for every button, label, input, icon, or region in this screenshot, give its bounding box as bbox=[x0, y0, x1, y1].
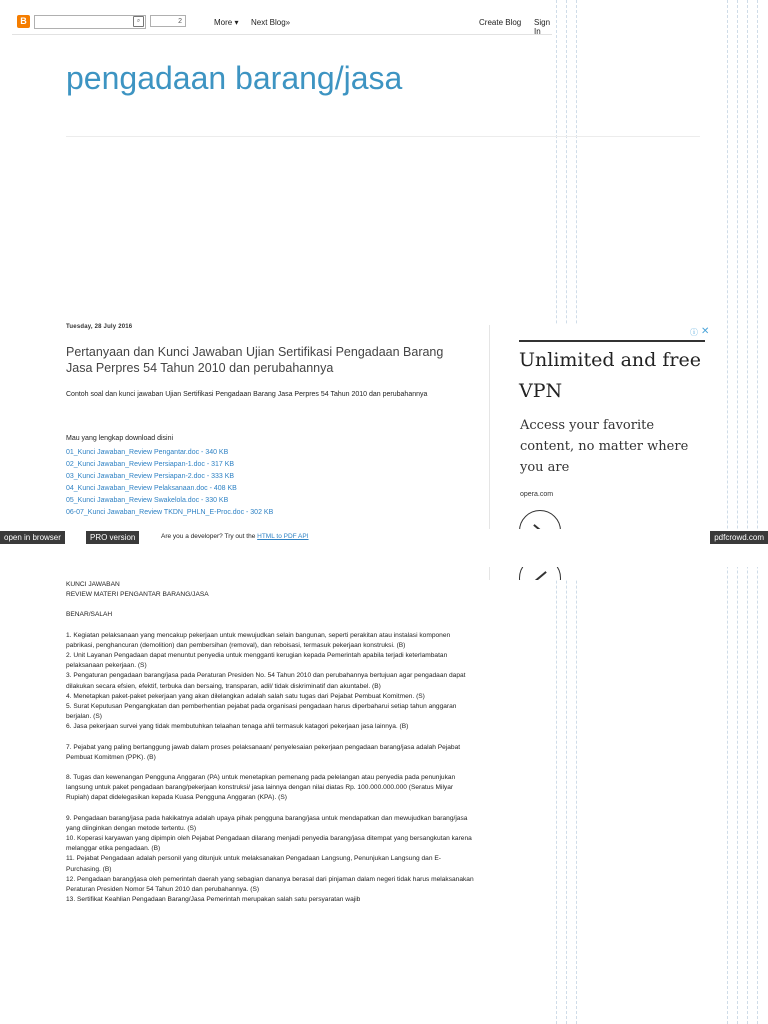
question-block: 9. Pengadaan barang/jasa pada hakikatnya adalah upaya pihak pengguna barang/jasa untuk mendapatkan dan mewujudkan barang/jasa yang diinginkan dengan metode tertentu. (S) 10. Koperasi karyawan yang dipimpin oleh Pejabat Pengadaan dilarang menjadi penyedia barang/jasa ditempat yang bersangkutan karena melanggar etika pengadaan. (B) 11. Pejabat Pengadaan adalah personil yang ditunjuk untuk melaksanakan Pengadaan Langsung, Penunjukan Langsung dan E-Purchasing. (B) 12. Pengadaan barang/jasa oleh pemerintah daerah yang sebagian dananya berasal dari pinjaman dalam negeri tidak harus melaksanakan Peraturan Presiden Nomor 54 Tahun 2010 dan perubahannya. (S) 13. Sertifikat Keahlian Pengadaan Barang/Jasa Pemerintah merupakan salah satu persyaratan wajib bbox=[66, 814, 474, 904]
review-heading: REVIEW MATERI PENGANTAR BARANG/JASA bbox=[66, 591, 209, 599]
download-list bbox=[66, 447, 273, 519]
developer-promo bbox=[161, 533, 309, 540]
header-divider bbox=[66, 136, 700, 137]
download-link[interactable]: 05_Kunci Jawaban_Review Swakelola.doc - 330 KB bbox=[66, 497, 229, 504]
ad-body: Access your favorite content, no matter where you are bbox=[520, 418, 689, 475]
question-block: 7. Pejabat yang paling bertanggung jawab dalam proses pelaksanaan/ penyelesaian pekerjaan pengadaan barang/jasa adalah Pejabat Pembuat Komitmen (PPK). (B) bbox=[66, 743, 461, 761]
ad-title[interactable]: Unlimited and free VPN bbox=[519, 349, 701, 402]
download-link[interactable]: 03_Kunci Jawaban_Review Persiapan-2.doc - 333 KB bbox=[66, 473, 235, 480]
download-link[interactable]: 02_Kunci Jawaban_Review Persiapan-1.doc - 317 KB bbox=[66, 461, 235, 468]
guide-line bbox=[727, 0, 728, 1024]
post-intro: Contoh soal dan kunci jawaban Ujian Sertifikasi Pengadaan Barang Jasa Perpres 54 Tahun 2010 dan perubahannya bbox=[66, 391, 428, 398]
arrow-icon bbox=[533, 571, 547, 580]
answer-key-heading: KUNCI JAWABAN bbox=[66, 581, 120, 588]
question-block: 1. Kegiatan pelaksanaan yang mencakup pekerjaan untuk mewujudkan selain bangunan, seperti perakitan atau instalasi komponen pabrikasi, penghancuran (demolition) dan pembersihan (removal), dan reboisasi, termasuk pekerjaan konstruksi. (B) 2. Unit Layanan Pengadaan dapat menuntut penyedia untuk mengganti kerugian kepada Pemerintah apabila terjadi keterlambatan pelaksanaan pekerjaan. (S) 3. Pengaturan pengadaan barang/jasa pada Peraturan Presiden No. 54 Tahun 2010 dan perubahannya bertujuan agar pengadaan dapat dilakukan secara efsien, efektif, terbuka dan bersaing, transparan, adil/ tidak diskriminatif dan akuntabel. (B) 4. Menetapkan paket-paket pekerjaan yang akan dilelangkan adalah salah satu tugas dari Pejabat Pembuat Komitmen. (S) 5. Surat Keputusan Pengangkatan dan pemberhentian pejabat pada organisasi pengadaan harus diperbaharui setiap tahun anggaran berjalan. (S) 6. Jasa pekerjaan survei yang tidak membutuhkan telaahan tenaga ahli termasuk katagori pekerjaan jasa lainnya. (B) bbox=[66, 631, 466, 731]
close-icon[interactable]: ✕ bbox=[701, 326, 710, 337]
create-blog-link[interactable]: Create Blog bbox=[479, 18, 522, 27]
post-date: Tuesday, 28 July 2016 bbox=[66, 324, 133, 330]
pdfcrowd-brand[interactable]: pdfcrowd.com bbox=[710, 531, 768, 544]
section-label: BENAR/SALAH bbox=[66, 611, 113, 619]
search-input[interactable] bbox=[34, 15, 146, 29]
download-link[interactable]: 04_Kunci Jawaban_Review Pelaksanaan.doc - 408 KB bbox=[66, 485, 237, 492]
share-count[interactable]: 2 bbox=[150, 15, 186, 27]
download-link[interactable]: 06-07_Kunci Jawaban_Review TKDN_PHLN_E-Proc.doc - 302 KB bbox=[66, 509, 274, 516]
guide-line bbox=[747, 0, 748, 1024]
blogger-logo-icon[interactable]: B bbox=[17, 15, 30, 28]
question-block: 8. Tugas dan kewenangan Pengguna Anggaran (PA) untuk menetapkan pemenang pada pelelangan atau penyedia pada penunjukan langsung untuk paket pengadaan barang/pekerjaan konstruksi/ jasa lainnya dengan nilai diatas Rp. 100.000.000.000 (Seratus Milyar Rupiah) dapat didelegasikan kepada Kuasa Pengguna Anggaran (KPA). (S) bbox=[66, 774, 456, 802]
blog-title[interactable]: pengadaan barang/jasa bbox=[66, 60, 403, 96]
download-heading: Mau yang lengkap download disini bbox=[66, 435, 174, 442]
guide-line bbox=[757, 0, 758, 1024]
post-body bbox=[66, 580, 474, 915]
html-to-pdf-link[interactable]: HTML to PDF API bbox=[257, 533, 309, 540]
post-title[interactable]: Pertanyaan dan Kunci Jawaban Ujian Sertifikasi Pengadaan Barang Jasa Perpres 54 Tahun 2010 dan perubahannya bbox=[66, 345, 444, 375]
open-in-browser-button[interactable]: open in browser bbox=[0, 531, 65, 544]
more-menu[interactable]: More ▾ bbox=[214, 18, 239, 27]
guide-line bbox=[737, 0, 738, 1024]
blogger-navbar bbox=[12, 10, 552, 35]
pro-version-button[interactable]: PRO version bbox=[86, 531, 139, 544]
ad-divider bbox=[519, 340, 705, 342]
ad-info-icon[interactable]: ⓘ bbox=[690, 328, 698, 337]
search-icon[interactable]: ⌕ bbox=[133, 16, 144, 27]
ad-domain: opera.com bbox=[520, 491, 554, 498]
download-link[interactable]: 01_Kunci Jawaban_Review Pengantar.doc - 340 KB bbox=[66, 449, 229, 456]
sign-in-link[interactable]: Sign In bbox=[534, 18, 551, 36]
next-blog-link[interactable]: Next Blog» bbox=[251, 18, 291, 27]
developer-text: Are you a developer? Try out the bbox=[161, 533, 256, 540]
